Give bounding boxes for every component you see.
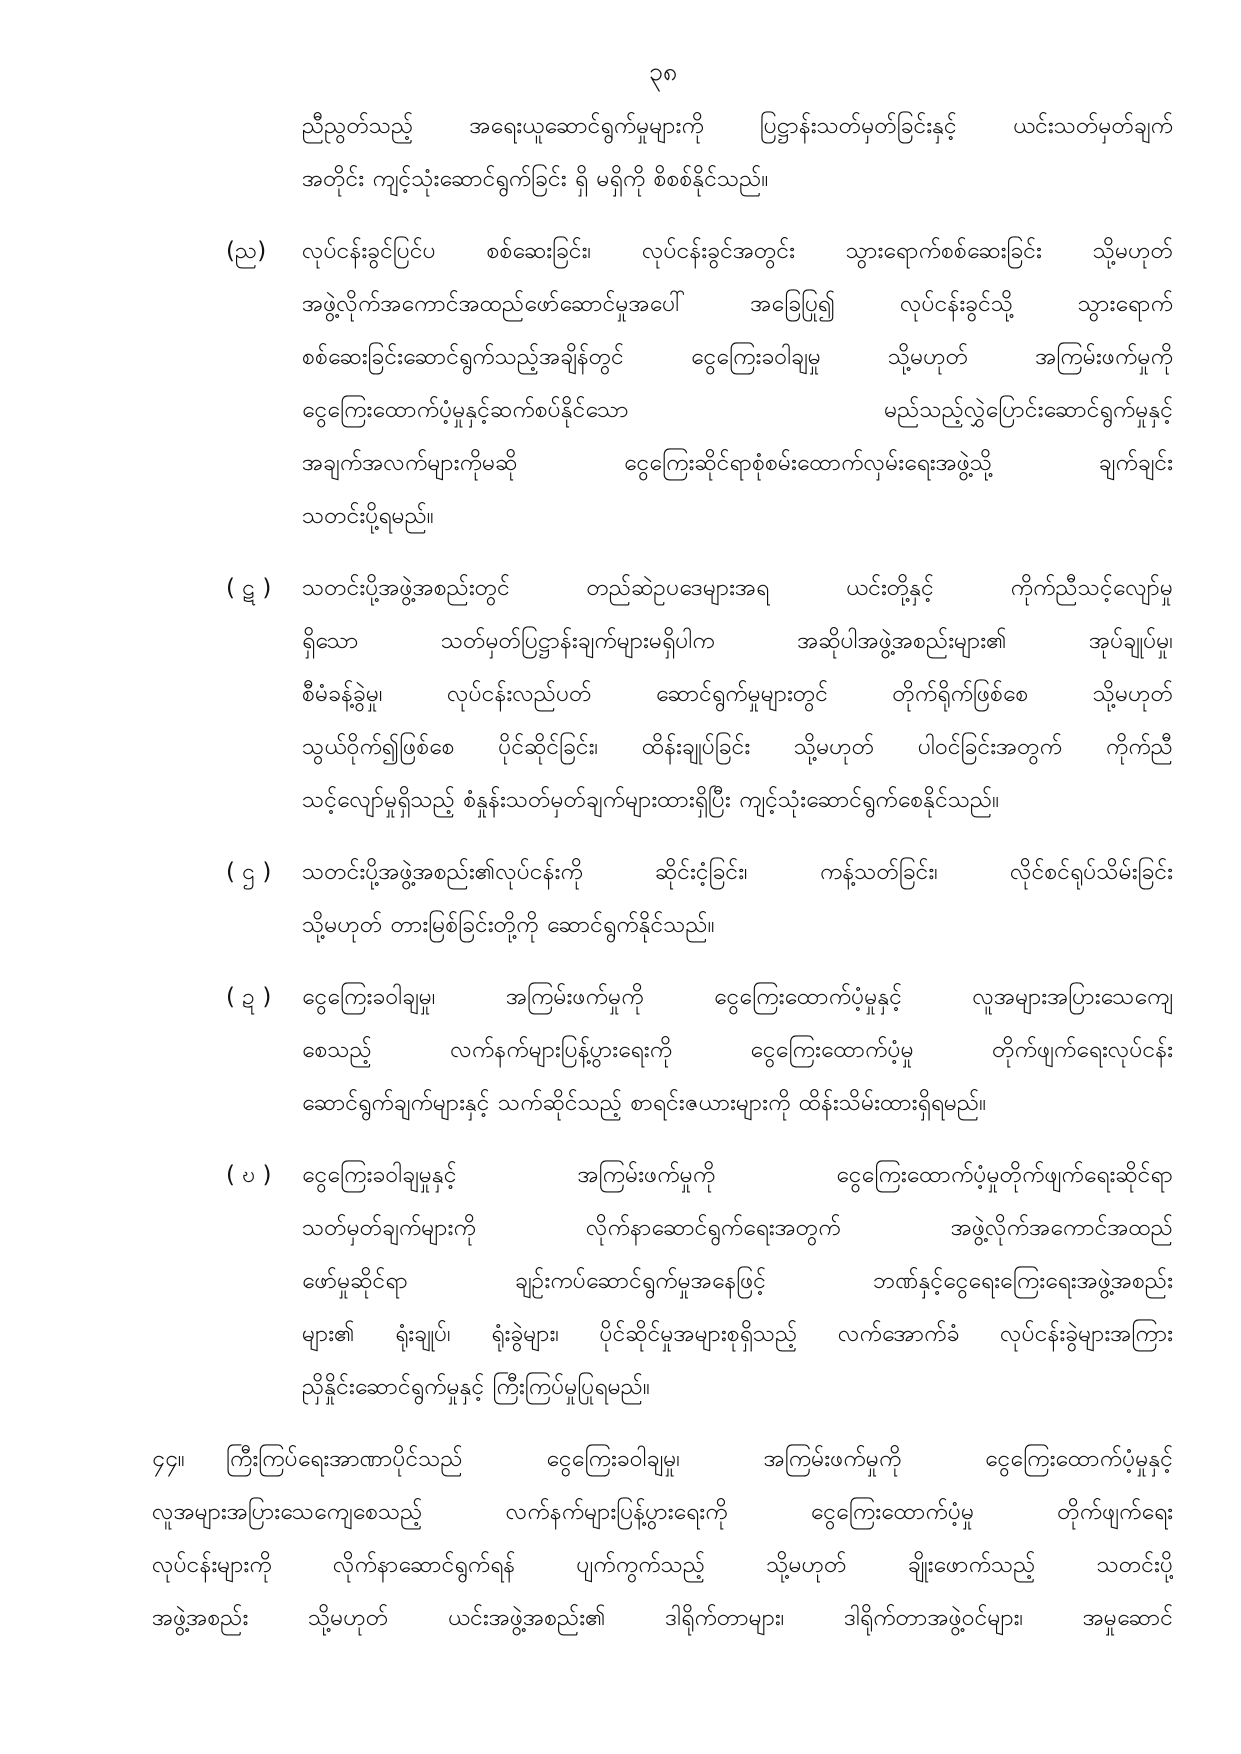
text-line: လုပ်ငန်းများကို လိုက်နာဆောင်ရွက်ရန် ပျက်ကွက်သည့် သို့မဟုတ် ချိုးဖောက်သည့် သတင်းပို့ [152, 1552, 1173, 1578]
text-line: များ၏ ရုံးချုပ်၊ ရုံးခွဲများ၊ ပိုင်ဆိုင်မှုအများစုရှိသည့် လက်အောက်ခံ လုပ်ငန်းခွဲများအကြား [302, 1321, 1173, 1347]
text-line: အချက်အလက်များကိုမဆို ငွေကြေးဆိုင်ရာစုံစမ်းထောက်လှမ်းရေးအဖွဲ့သို့ ချက်ချင်း [302, 450, 1173, 476]
text-line: သို့မဟုတ် တားမြစ်ခြင်းတို့ကို ဆောင်ရွက်နိုင်သည်။ [302, 912, 715, 938]
section-text [152, 1486, 1173, 1645]
item-text [302, 971, 1173, 1130]
item-label: ( ဌ ) [226, 859, 272, 885]
text-line: သတ်မှတ်ချက်များကို လိုက်နာဆောင်ရွက်ရေးအတွက် အဖွဲ့လိုက်အကောင်အထည် [302, 1215, 1173, 1241]
section-number: ၄၄။ [152, 1446, 185, 1472]
text-line: ငွေကြေးထောက်ပံ့မှုနှင့်ဆက်စပ်နိုင်သော မည်သည့်လွှဲပြောင်းဆောင်ရွက်မှုနှင့် [302, 397, 1173, 423]
text-line: ငွေကြေးခဝါချမှု၊ အကြမ်းဖက်မှုကို ငွေကြေးထောက်ပံ့မှုနှင့် လူအများအပြားသေကျေ [302, 984, 1173, 1010]
page-number: ၃၈ [648, 57, 678, 86]
text-line: စီမံခန့်ခွဲမှု၊ လုပ်ငန်းလည်ပတ် ဆောင်ရွက်မှုများတွင် တိုက်ရိုက်ဖြစ်စေ သို့မဟုတ် [302, 681, 1173, 707]
text-line: ကြီးကြပ်ရေးအာဏာပိုင်သည် ငွေကြေးခဝါချမှု၊ အကြမ်းဖက်မှုကို ငွေကြေးထောက်ပံ့မှုနှင့် [226, 1446, 1173, 1472]
item-label: (ည) [226, 238, 267, 264]
text-line: စစ်ဆေးခြင်းဆောင်ရွက်သည့်အချိန်တွင် ငွေကြေးခဝါချမှု သို့မဟုတ် အကြမ်းဖက်မှုကို [302, 344, 1173, 370]
text-line: ငွေကြေးခဝါချမှုနှင့် အကြမ်းဖက်မှုကို ငွေကြေးထောက်ပံ့မှုတိုက်ဖျက်ရေးဆိုင်ရာ [302, 1162, 1173, 1188]
text-line: အဖွဲ့လိုက်အကောင်အထည်ဖော်ဆောင်မှုအပေါ် အခြေပြု၍ လုပ်ငန်းခွင်သို့ သွားရောက် [302, 291, 1173, 317]
item-text [302, 1149, 1173, 1414]
text-line: သွယ်ဝိုက်၍ဖြစ်စေ ပိုင်ဆိုင်ခြင်း၊ ထိန်းချုပ်ခြင်း သို့မဟုတ် ပါဝင်ခြင်းအတွက် ကိုက်ညီ [302, 734, 1173, 760]
item-label: ( ဍ ) [226, 984, 272, 1010]
text-line: ညှိနှိုင်းဆောင်ရွက်မှုနှင့် ကြီးကြပ်မှုပြုရမည်။ [302, 1374, 650, 1400]
text-line: ဆောင်ရွက်ချက်များနှင့် သက်ဆိုင်သည့် စာရင်းဇယားများကို ထိန်းသိမ်းထားရှိရမည်။ [302, 1090, 987, 1116]
text-line: လူအများအပြားသေကျေစေသည့် လက်နက်များပြန့်ပွားရေးကို ငွေကြေးထောက်ပံ့မှု တိုက်ဖျက်ရေး [152, 1499, 1173, 1525]
item-text [302, 562, 1173, 827]
text-line: သတင်းပို့အဖွဲ့အစည်းတွင် တည်ဆဲဥပဒေများအရ ယင်းတို့နှင့် ကိုက်ညီသင့်လျော်မှု [302, 575, 1173, 601]
text-line: စေသည့် လက်နက်များပြန့်ပွားရေးကို ငွေကြေးထောက်ပံ့မှု တိုက်ဖျက်ရေးလုပ်ငန်း [302, 1037, 1173, 1063]
item-label: ( ဎ ) [226, 1162, 272, 1188]
text-line: လုပ်ငန်းခွင်ပြင်ပ စစ်ဆေးခြင်း၊ လုပ်ငန်းခွင်အတွင်း သွားရောက်စစ်ဆေးခြင်း သို့မဟုတ် [302, 238, 1173, 264]
text-line: သတင်းပို့အဖွဲ့အစည်း၏လုပ်ငန်းကို ဆိုင်းငံ့ခြင်း၊ ကန့်သတ်ခြင်း၊ လိုင်စင်ရုပ်သိမ်းခြင်း [302, 859, 1173, 885]
text-line: သင့်လျော်မှုရှိသည့် စံနှုန်းသတ်မှတ်ချက်များထားရှိပြီး ကျင့်သုံးဆောင်ရွက်စေနိုင်သည်။ [302, 787, 1000, 813]
text-line: သတင်းပို့ရမည်။ [302, 503, 434, 529]
text-line: ညီညွတ်သည့် အရေးယူဆောင်ရွက်မှုများကို ပြဋ္ဌာန်းသတ်မှတ်ခြင်းနှင့် ယင်းသတ်မှတ်ချက် [302, 113, 1173, 139]
section-first-line [226, 1433, 1173, 1486]
text-line: ရှိသော သတ်မှတ်ပြဋ္ဌာန်းချက်များမရှိပါက အဆိုပါအဖွဲ့အစည်းများ၏ အုပ်ချုပ်မှု၊ [302, 628, 1173, 654]
paragraph-lines [302, 100, 1173, 206]
item-text [302, 225, 1173, 543]
item-label: ( ဋ ) [226, 575, 272, 601]
item-text [302, 846, 1173, 952]
text-line: အတိုင်း ကျင့်သုံးဆောင်ရွက်ခြင်း ရှိ မရှိကို စိစစ်နိုင်သည်။ [302, 166, 769, 192]
text-line: အဖွဲ့အစည်း သို့မဟုတ် ယင်းအဖွဲ့အစည်း၏ ဒါရိုက်တာများ၊ ဒါရိုက်တာအဖွဲ့ဝင်များ၊ အမှုဆောင် [152, 1605, 1173, 1631]
text-line: ဖော်မှုဆိုင်ရာ ချဉ်းကပ်ဆောင်ရွက်မှုအနေဖြင့် ဘဏ်နှင့်ငွေရေးကြေးရေးအဖွဲ့အစည်း [302, 1268, 1173, 1294]
